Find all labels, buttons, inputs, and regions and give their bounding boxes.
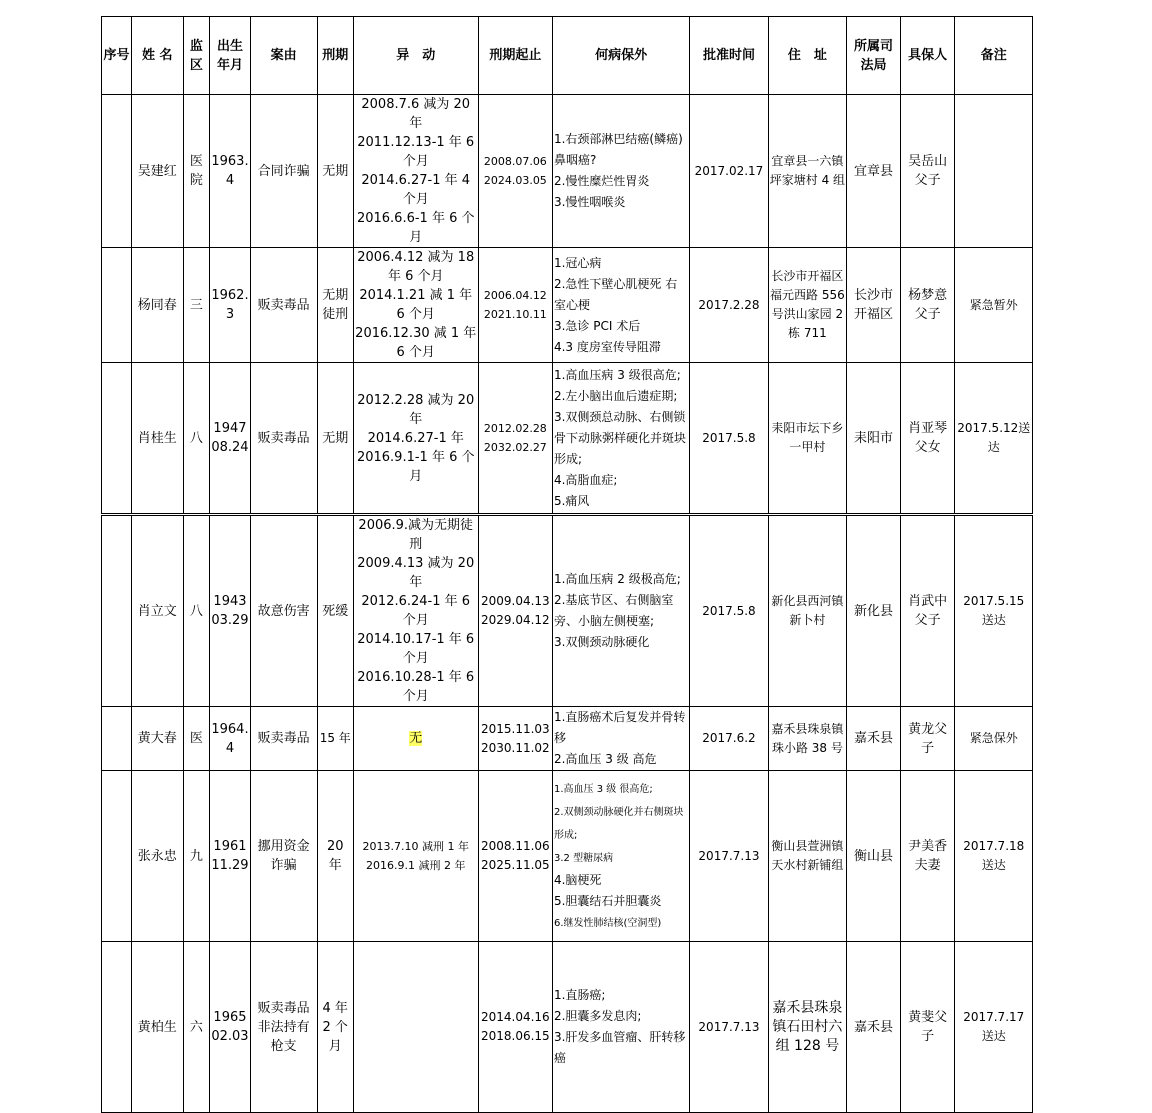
justice-bureau: 嘉禾县 [847,707,901,771]
birth-line: 1963. [211,154,249,169]
case-reason: 贩卖毒品 [250,707,317,771]
illness-list [552,515,689,707]
illness-line: 1.高血压病 3 级很高危; [553,367,681,382]
header-cell: 具保人 [900,17,955,95]
prisoner-medical-parole-table [101,16,1033,1113]
illness-line: 3.急诊 PCI 术后 [553,318,641,333]
prisoner-name: 黄大春 [131,707,183,771]
remark: 2017.5.15 送达 [955,515,1033,707]
change-line: 无 [409,731,423,746]
justice-bureau: 衡山县 [847,771,901,942]
birth-line: 1947 [213,421,247,436]
row-number [102,707,132,771]
illness-line: 1.冠心病 [553,255,602,270]
birth-date [210,515,250,707]
remark [955,95,1033,248]
change-line: 2009.4.13 减为 20 年 [357,556,475,590]
sentence-period [478,95,552,248]
period-line: 2009.04.13 [480,594,550,608]
sentence-period [478,515,552,707]
sentence-changes [353,707,478,771]
birth-line: 1962. [211,288,249,303]
guarantor: 肖武中父子 [900,515,955,707]
illness-line: 5.胆囊结石并胆囊炎 [553,893,662,908]
prison-area: 三 [183,248,210,363]
remark: 2017.7.17 送达 [955,942,1033,1113]
birth-line: 4 [225,740,235,756]
prison-area: 六 [183,942,210,1113]
table-row [102,771,1033,942]
change-line: 2016.9.1 减刑 2 年 [365,859,466,872]
birth-date [210,363,250,515]
table-row [102,707,1033,771]
address: 新化县西河镇新卜村 [768,515,846,707]
approval-date: 2017.7.13 [690,942,768,1113]
sentence-changes [353,248,478,363]
change-line: 2011.12.13-1 年 6 个月 [357,135,475,169]
justice-bureau: 新化县 [847,515,901,707]
change-line: 2013.7.10 减刑 1 年 [362,840,469,853]
table-row [102,248,1033,363]
case-reason: 贩卖毒品 [250,363,317,515]
address: 耒阳市坛下乡一甲村 [768,363,846,515]
illness-line: 3.肝发多血管瘤、肝转移癌 [553,1030,686,1065]
birth-line: 4 [225,173,235,188]
prisoner-name: 黄柏生 [131,942,183,1113]
guarantor: 尹美香夫妻 [900,771,955,942]
birth-line: 1965 [213,1010,247,1025]
prison-area: 九 [183,771,210,942]
prison-area: 八 [183,515,210,707]
header-cell: 批准时间 [690,17,768,95]
prisoner-name: 张永忠 [131,771,183,942]
illness-line: 1.直肠癌术后复发并骨转移 [553,710,686,745]
header-cell: 出生年月 [210,17,250,95]
header-cell: 异 动 [353,17,478,95]
illness-line: 2.双侧颈动脉硬化并右侧斑块形成; [553,806,684,841]
sentence-term: 无期 [317,95,353,248]
birth-line: 1964. [211,721,249,737]
row-number [102,771,132,942]
illness-list [552,707,689,771]
period-line: 2015.11.03 [480,721,550,736]
period-line: 2024.03.05 [483,174,547,187]
change-line: 2006.9.减为无期徒刑 [358,518,474,552]
illness-line: 2.基底节区、右侧脑室旁、小脑左侧梗塞; [553,593,674,628]
period-line: 2008.11.06 [480,839,550,853]
change-line: 2016.12.30 减 1 年 6 个月 [355,326,477,360]
sentence-period [478,707,552,771]
change-line: 2014.10.17-1 年 6 个月 [357,632,475,666]
change-line: 2014.6.27-1 年 4 个月 [361,173,471,207]
approval-date: 2017.2.28 [690,248,768,363]
birth-line: 11.29 [211,858,249,873]
birth-line: 3 [225,307,235,322]
prison-area: 医 [183,707,210,771]
justice-bureau: 宜章县 [847,95,901,248]
header-cell: 备注 [955,17,1033,95]
change-line: 2012.2.28 减为 20 年 [357,392,475,427]
header-cell: 刑期 [317,17,353,95]
illness-line: 2.慢性糜烂性胃炎 [553,174,650,188]
period-line: 2025.11.05 [480,858,550,872]
table-row [102,515,1033,707]
birth-line: 1943 [213,594,247,609]
change-line: 2012.6.24-1 年 6 个月 [361,594,471,628]
birth-date [210,771,250,942]
illness-line: 4.高脂血症; [553,472,618,487]
sentence-term: 4 年 2 个月 [317,942,353,1113]
address: 宜章县一六镇坪家塘村 4 组 [768,95,846,248]
change-line: 2014.1.21 减 1 年 6 个月 [359,288,473,322]
row-number [102,363,132,515]
sentence-changes [353,515,478,707]
illness-line: 1.高血压病 2 级极高危; [553,572,681,586]
period-line: 2014.04.16 [480,1010,550,1024]
sentence-term: 死缓 [317,515,353,707]
case-reason: 贩卖毒品非法持有枪支 [250,942,317,1113]
prisoner-name: 杨同春 [131,248,183,363]
sentence-period [478,248,552,363]
address: 长沙市开福区福元西路 556 号洪山家园 2 栋 711 [768,248,846,363]
table-row [102,95,1033,248]
justice-bureau: 耒阳市 [847,363,901,515]
row-number [102,248,132,363]
change-line: 2008.7.6 减为 20 年 [361,97,471,131]
prison-area: 医院 [183,95,210,248]
illness-line: 3.慢性咽喉炎 [553,195,626,209]
change-line: 2016.10.28-1 年 6 个月 [357,670,475,704]
case-reason: 挪用资金诈骗 [250,771,317,942]
row-number [102,942,132,1113]
prison-area: 八 [183,363,210,515]
illness-line: 1.直肠癌; [553,988,606,1002]
approval-date: 2017.5.8 [690,515,768,707]
birth-line: 03.29 [211,613,249,628]
prisoner-name: 肖立文 [131,515,183,707]
illness-line: 3.2 型糖尿病 [553,852,614,864]
illness-list [552,363,689,515]
sentence-changes [353,942,478,1113]
period-line: 2008.07.06 [483,155,547,168]
header-cell: 住 址 [768,17,846,95]
remark: 2017.7.18 送达 [955,771,1033,942]
period-line: 2021.10.11 [483,308,547,321]
illness-line: 1.右颈部淋巴结癌(鳞癌)鼻咽癌? [553,132,683,167]
approval-date: 2017.02.17 [690,95,768,248]
sentence-changes [353,95,478,248]
period-line: 2018.06.15 [480,1029,550,1043]
birth-date [210,95,250,248]
header-cell: 刑期起止 [478,17,552,95]
illness-line: 5.痛风 [553,493,590,508]
change-line: 2016.6.6-1 年 6 个月 [356,211,475,245]
period-line: 2012.02.28 [483,422,547,435]
row-number [102,515,132,707]
illness-line: 1.高血压 3 级 很高危; [553,783,653,795]
illness-line: 3.双侧颈动脉硬化 [553,635,650,649]
illness-list [552,95,689,248]
illness-line: 6.继发性肺结核(空洞型) [553,917,662,929]
header-cell: 序号 [102,17,132,95]
prisoner-name: 吴建红 [131,95,183,248]
header-cell: 姓 名 [131,17,183,95]
birth-line: 08.24 [211,440,249,455]
remark: 紧急暂外 [955,248,1033,363]
approval-date: 2017.6.2 [690,707,768,771]
remark: 2017.5.12送达 [955,363,1033,515]
address: 衡山县萱洲镇天水村新铺组 [768,771,846,942]
table-row [102,363,1033,515]
sentence-period [478,942,552,1113]
case-reason: 合同诈骗 [250,95,317,248]
sentence-term: 15 年 [317,707,353,771]
case-reason: 故意伤害 [250,515,317,707]
sentence-term: 20 年 [317,771,353,942]
header-row [102,17,1033,95]
address: 嘉禾县珠泉镇珠小路 38 号 [768,707,846,771]
header-cell: 监区 [183,17,210,95]
guarantor: 吴岳山父子 [900,95,955,248]
illness-line: 4.3 度房室传导阻滞 [553,339,661,354]
header-cell: 案由 [250,17,317,95]
birth-line: 02.03 [211,1029,249,1044]
birth-date [210,248,250,363]
row-number [102,95,132,248]
sentence-changes [353,771,478,942]
period-line: 2030.11.02 [480,740,550,755]
illness-line: 3.双侧颈总动脉、右侧锁骨下动脉粥样硬化并斑块形成; [553,409,686,466]
illness-line: 4.脑梗死 [553,872,602,887]
guarantor: 黄斐父子 [900,942,955,1113]
illness-list [552,942,689,1113]
change-line: 2006.4.12 减为 18 年 6 个月 [357,250,475,284]
sentence-changes [353,363,478,515]
illness-line: 2.左小脑出血后遗症期; [553,388,678,403]
header-cell: 所属司法局 [847,17,901,95]
remark: 紧急保外 [955,707,1033,771]
illness-line: 2.胆囊多发息肉; [553,1009,642,1023]
prisoner-name: 肖桂生 [131,363,183,515]
birth-line: 1961 [213,839,247,854]
justice-bureau: 嘉禾县 [847,942,901,1113]
justice-bureau: 长沙市开福区 [847,248,901,363]
change-line: 2014.6.27-1 年 [367,430,464,446]
illness-line: 2.高血压 3 级 高危 [553,752,657,766]
change-line: 2016.9.1-1 年 6 个月 [356,449,475,484]
case-reason: 贩卖毒品 [250,248,317,363]
illness-line: 2.急性下壁心肌梗死 右室心梗 [553,276,678,312]
approval-date: 2017.5.8 [690,363,768,515]
table-row [102,942,1033,1113]
header-cell: 何病保外 [552,17,689,95]
guarantor: 黄龙父子 [900,707,955,771]
birth-date [210,707,250,771]
birth-date [210,942,250,1113]
illness-list [552,771,689,942]
address: 嘉禾县珠泉镇石田村六组 128 号 [768,942,846,1113]
approval-date: 2017.7.13 [690,771,768,942]
period-line: 2006.04.12 [483,289,547,302]
sentence-term: 无期徒刑 [317,248,353,363]
period-line: 2029.04.12 [480,613,550,627]
guarantor: 肖亚琴父女 [900,363,955,515]
guarantor: 杨梦意父子 [900,248,955,363]
sentence-period [478,363,552,515]
sentence-period [478,771,552,942]
sentence-term: 无期 [317,363,353,515]
period-line: 2032.02.27 [483,441,547,454]
illness-list [552,248,689,363]
